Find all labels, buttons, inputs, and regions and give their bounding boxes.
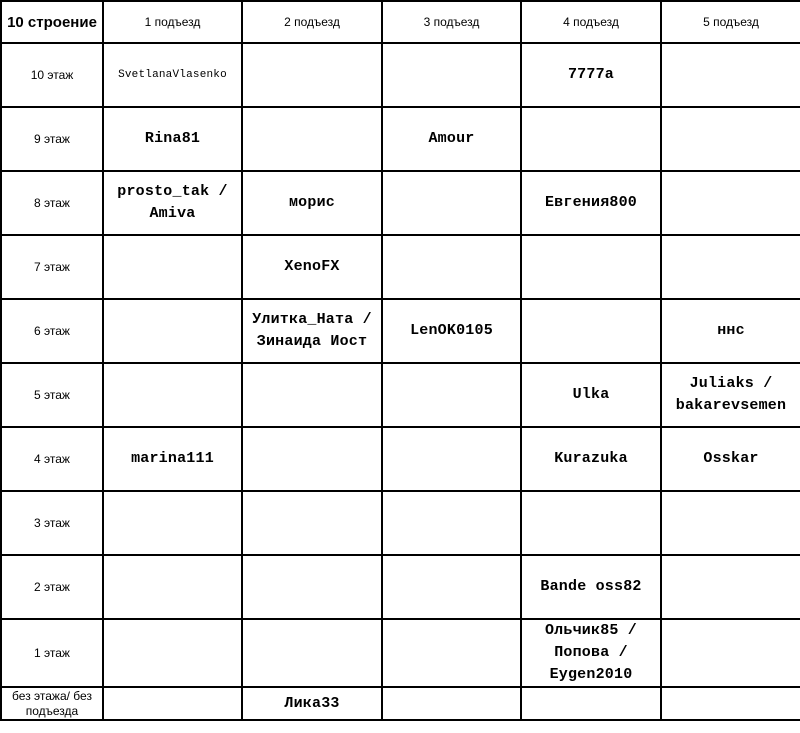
floor-label: 7 этаж bbox=[1, 235, 103, 299]
entrance-header: 1 подъезд bbox=[103, 1, 242, 43]
entrance-header: 5 подъезд bbox=[661, 1, 800, 43]
floor-row bbox=[1, 43, 800, 107]
resident-cell bbox=[242, 363, 382, 427]
resident-cell: Улитка_Ната / Зинаида Иост bbox=[242, 299, 382, 363]
resident-cell: Лика33 bbox=[242, 687, 382, 720]
resident-cell bbox=[521, 299, 661, 363]
resident-cell bbox=[103, 491, 242, 555]
resident-cell bbox=[521, 235, 661, 299]
entrance-header: 2 подъезд bbox=[242, 1, 382, 43]
resident-cell: ннс bbox=[661, 299, 800, 363]
resident-cell: Rina81 bbox=[103, 107, 242, 171]
resident-cell bbox=[103, 619, 242, 687]
resident-cell: Bande oss82 bbox=[521, 555, 661, 619]
resident-cell bbox=[242, 555, 382, 619]
floor-row bbox=[1, 619, 800, 687]
entrance-header: 4 подъезд bbox=[521, 1, 661, 43]
floor-row bbox=[1, 491, 800, 555]
floor-label: 8 этаж bbox=[1, 171, 103, 235]
resident-cell: Osskar bbox=[661, 427, 800, 491]
resident-cell: Ольчик85 / Попова / Eygen2010 bbox=[521, 619, 661, 687]
resident-cell bbox=[103, 687, 242, 720]
resident-cell: Kurazuka bbox=[521, 427, 661, 491]
floor-label: 3 этаж bbox=[1, 491, 103, 555]
floor-row bbox=[1, 555, 800, 619]
resident-cell bbox=[521, 107, 661, 171]
resident-cell bbox=[382, 235, 521, 299]
resident-cell bbox=[661, 491, 800, 555]
floor-row bbox=[1, 235, 800, 299]
resident-cell bbox=[521, 491, 661, 555]
resident-cell: XenoFX bbox=[242, 235, 382, 299]
resident-cell bbox=[242, 427, 382, 491]
floor-label: 6 этаж bbox=[1, 299, 103, 363]
header-row bbox=[1, 1, 800, 43]
resident-cell: морис bbox=[242, 171, 382, 235]
resident-cell: Евгения800 bbox=[521, 171, 661, 235]
floor-label: 2 этаж bbox=[1, 555, 103, 619]
resident-cell bbox=[661, 235, 800, 299]
resident-cell bbox=[382, 491, 521, 555]
floor-row bbox=[1, 427, 800, 491]
resident-cell bbox=[382, 687, 521, 720]
resident-cell: 7777a bbox=[521, 43, 661, 107]
resident-cell bbox=[103, 363, 242, 427]
floor-row bbox=[1, 171, 800, 235]
resident-cell bbox=[382, 555, 521, 619]
resident-cell bbox=[103, 555, 242, 619]
floor-label: без этажа/ без подъезда bbox=[1, 687, 103, 720]
resident-cell bbox=[382, 619, 521, 687]
floor-label: 5 этаж bbox=[1, 363, 103, 427]
resident-cell bbox=[661, 687, 800, 720]
building-label: 10 строение bbox=[1, 1, 103, 43]
resident-cell bbox=[242, 619, 382, 687]
resident-cell: Juliaks / bakarevsemen bbox=[661, 363, 800, 427]
floor-row bbox=[1, 363, 800, 427]
resident-cell bbox=[103, 299, 242, 363]
resident-cell bbox=[521, 687, 661, 720]
resident-cell: marina111 bbox=[103, 427, 242, 491]
resident-cell bbox=[382, 171, 521, 235]
floor-row bbox=[1, 107, 800, 171]
resident-cell bbox=[103, 235, 242, 299]
resident-cell: prosto_tak / Amiva bbox=[103, 171, 242, 235]
resident-cell: Ulka bbox=[521, 363, 661, 427]
resident-cell bbox=[382, 43, 521, 107]
resident-cell bbox=[242, 491, 382, 555]
resident-cell: Amour bbox=[382, 107, 521, 171]
resident-cell bbox=[661, 619, 800, 687]
floor-label: 4 этаж bbox=[1, 427, 103, 491]
resident-cell bbox=[382, 363, 521, 427]
floor-label: 10 этаж bbox=[1, 43, 103, 107]
floor-label: 1 этаж bbox=[1, 619, 103, 687]
floor-row bbox=[1, 687, 800, 720]
resident-cell bbox=[661, 171, 800, 235]
resident-cell bbox=[661, 43, 800, 107]
resident-cell bbox=[382, 427, 521, 491]
resident-cell: SvetlanaVlasenko bbox=[103, 43, 242, 107]
floor-row bbox=[1, 299, 800, 363]
resident-cell bbox=[242, 43, 382, 107]
entrance-header: 3 подъезд bbox=[382, 1, 521, 43]
resident-cell: LenOK0105 bbox=[382, 299, 521, 363]
floor-label: 9 этаж bbox=[1, 107, 103, 171]
resident-cell bbox=[661, 555, 800, 619]
resident-cell bbox=[661, 107, 800, 171]
resident-cell bbox=[242, 107, 382, 171]
